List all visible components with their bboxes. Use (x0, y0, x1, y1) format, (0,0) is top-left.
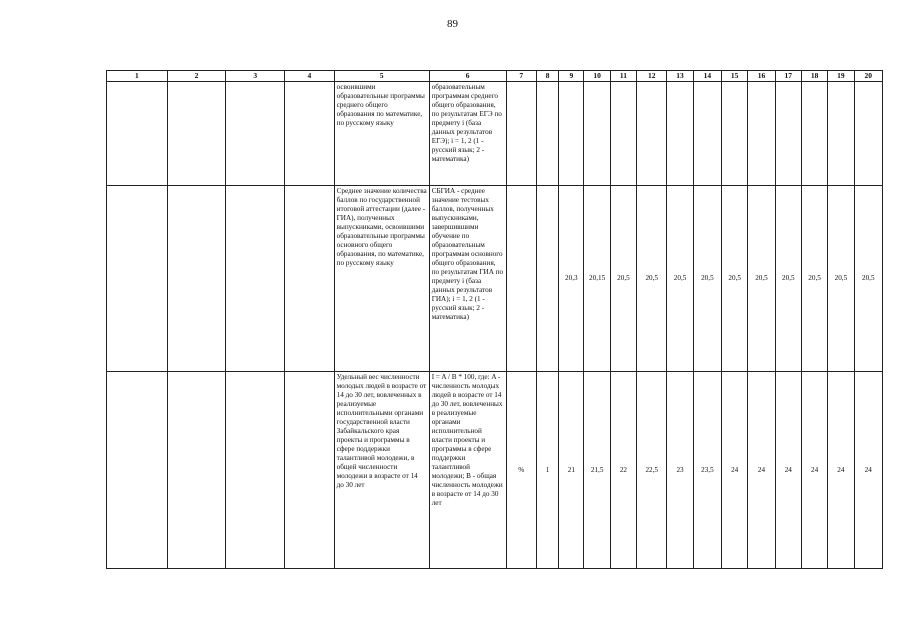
col-header: 1 (107, 71, 168, 82)
col-header: 20 (854, 71, 882, 82)
method-cell: СБГИА - среднее значение тестовых баллов, полученных выпускниками, завершившими обучение по образовательным программам основного общего образования, по результатам ГИА по предмету i (база данных результатов ГИА); i = 1, 2 (1 - русский язык; 2 - математика) (429, 186, 506, 372)
value-cell: 24 (801, 372, 827, 569)
col-header: 11 (610, 71, 636, 82)
col-header: 17 (775, 71, 801, 82)
value-cell: 20,5 (854, 186, 882, 372)
value-cell: 20,5 (637, 186, 667, 372)
value-cell: 21,5 (584, 372, 610, 569)
table-row (107, 186, 883, 372)
value-cell: 20,3 (559, 186, 584, 372)
value-cell: 22 (610, 372, 636, 569)
col-header: 4 (285, 71, 335, 82)
empty-cell (167, 372, 226, 569)
empty-cell (167, 82, 226, 186)
empty-cell (167, 186, 226, 372)
value-cell: 24 (722, 372, 748, 569)
value-cell (854, 82, 882, 186)
col-header: 15 (722, 71, 748, 82)
value-cell (693, 82, 721, 186)
value-cell (610, 82, 636, 186)
base-cell: 1 (536, 372, 558, 569)
empty-cell (226, 186, 285, 372)
value-cell: 24 (854, 372, 882, 569)
table-row (107, 82, 883, 186)
col-header: 8 (536, 71, 558, 82)
unit-cell: % (506, 372, 536, 569)
value-cell (637, 82, 667, 186)
table-row (107, 372, 883, 569)
value-cell (775, 82, 801, 186)
value-cell: 20,5 (801, 186, 827, 372)
method-cell: образовательным программам среднего общего образования, по результатам ЕГЭ по предмету i (база данных результатов ЕГЭ); i = 1, 2 (1 - русский язык; 2 - математика) (429, 82, 506, 186)
empty-cell (107, 186, 168, 372)
value-cell (559, 82, 584, 186)
value-cell: 20,5 (693, 186, 721, 372)
col-header: 14 (693, 71, 721, 82)
unit-cell (506, 82, 536, 186)
value-cell (828, 82, 854, 186)
value-cell: 20,5 (828, 186, 854, 372)
col-header: 19 (828, 71, 854, 82)
value-cell (667, 82, 693, 186)
value-cell: 20,5 (722, 186, 748, 372)
unit-cell (506, 186, 536, 372)
page-number: 89 (447, 18, 458, 30)
value-cell: 24 (828, 372, 854, 569)
value-cell: 20,5 (748, 186, 775, 372)
col-header: 5 (334, 71, 429, 82)
empty-cell (285, 372, 335, 569)
value-cell: 24 (748, 372, 775, 569)
col-header: 12 (637, 71, 667, 82)
method-cell: I = A / B * 100, где: A - численность молодых людей в возрасте от 14 до 30 лет, вовлеченных в реализуемые органами исполнительной власти проекты и программы в сфере поддержки талантливой молодежи; B - общая численность молодежи в возрасте от 14 до 30 лет (429, 372, 506, 569)
value-cell: 23 (667, 372, 693, 569)
empty-cell (226, 82, 285, 186)
col-header: 13 (667, 71, 693, 82)
value-cell: 24 (775, 372, 801, 569)
value-cell (584, 82, 610, 186)
empty-cell (226, 372, 285, 569)
value-cell: 20,5 (610, 186, 636, 372)
value-cell: 20,5 (667, 186, 693, 372)
base-cell (536, 186, 558, 372)
empty-cell (285, 186, 335, 372)
value-cell: 20,5 (775, 186, 801, 372)
value-cell: 21 (559, 372, 584, 569)
value-cell: 23,5 (693, 372, 721, 569)
col-header: 6 (429, 71, 506, 82)
value-cell (801, 82, 827, 186)
empty-cell (107, 372, 168, 569)
indicators-table (106, 70, 883, 569)
col-header: 16 (748, 71, 775, 82)
base-cell (536, 82, 558, 186)
value-cell (722, 82, 748, 186)
col-header: 10 (584, 71, 610, 82)
value-cell: 22,5 (637, 372, 667, 569)
indicator-cell: освоившими образовательные программы среднего общего образования по математике, по русскому языку (334, 82, 429, 186)
col-header: 7 (506, 71, 536, 82)
empty-cell (107, 82, 168, 186)
indicator-cell: Удельный вес численности молодых людей в возрасте от 14 до 30 лет, вовлеченных в реализуемые исполнительными органами государственной власти Забайкальского края проекты и программы в сфере поддержки талантливой молодежи, в общей численности молодежи в возрасте от 14 до 30 лет (334, 372, 429, 569)
col-header: 3 (226, 71, 285, 82)
indicator-cell: Среднее значение количества баллов по государственной итоговой аттестации (далее - ГИА), полученных выпускниками, освоившими образовательные программы основного общего образования, по математике, по русскому языку (334, 186, 429, 372)
col-header: 18 (801, 71, 827, 82)
value-cell (748, 82, 775, 186)
header-row (107, 71, 883, 82)
empty-cell (285, 82, 335, 186)
col-header: 9 (559, 71, 584, 82)
col-header: 2 (167, 71, 226, 82)
value-cell: 20,15 (584, 186, 610, 372)
